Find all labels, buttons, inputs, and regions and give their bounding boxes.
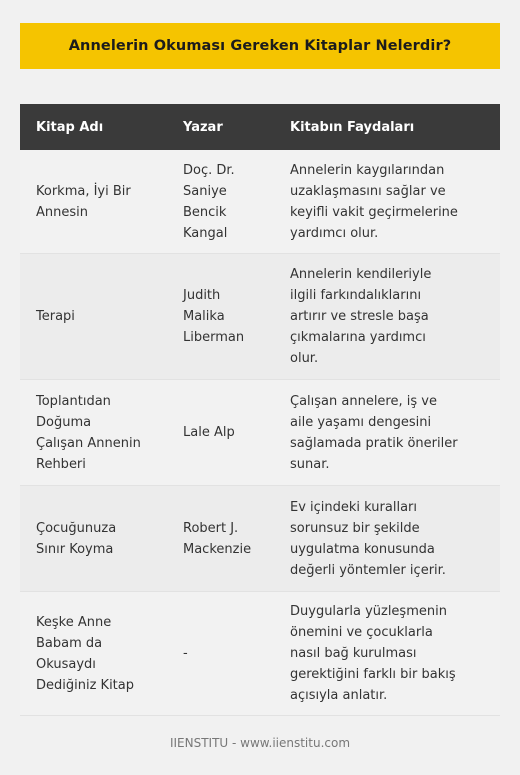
benefit-cell xyxy=(274,254,500,379)
author-cell xyxy=(167,486,274,591)
footer-text: IIENSTITU - www.iienstitu.com xyxy=(169,736,351,750)
benefit-text: Annelerin kaygılarından uzaklaşmasını sağlar ve keyifli vakit geçirmelerine yardımcı olur. xyxy=(290,162,458,241)
table-header-row xyxy=(20,104,500,150)
benefit-cell xyxy=(274,486,500,591)
header-author: Yazar xyxy=(183,119,223,135)
benefit-cell xyxy=(274,150,500,253)
table-row xyxy=(20,380,500,486)
book-name-cell xyxy=(20,380,167,485)
author-name: Robert J. Mackenzie xyxy=(183,520,252,557)
table-row xyxy=(20,254,500,380)
book-name: Terapi xyxy=(36,309,75,324)
benefit-text: Çalışan annelere, iş ve aile yaşamı dengesini sağlamada pratik öneriler sunar. xyxy=(290,393,458,472)
author-cell xyxy=(167,150,274,253)
benefit-text: Ev içindeki kuralları sorunsuz bir şekilde uygulatma konusunda değerli yöntemler içerir. xyxy=(290,499,446,578)
page-title: Annelerin Okuması Gereken Kitaplar Nelerdir? xyxy=(68,38,452,54)
books-table xyxy=(20,104,500,716)
header-benefits: Kitabın Faydaları xyxy=(290,119,415,135)
author-cell xyxy=(167,380,274,485)
book-name: Keşke Anne Babam da Okusaydı Dediğiniz Kitap xyxy=(36,614,134,693)
author-name: - xyxy=(183,646,188,661)
author-name: Doç. Dr. Saniye Bencik Kangal xyxy=(183,162,235,241)
table-row xyxy=(20,592,500,716)
book-name: Korkma, İyi Bir Annesin xyxy=(36,183,131,220)
table-row xyxy=(20,486,500,592)
book-name-cell xyxy=(20,254,167,379)
benefit-text: Annelerin kendileriyle ilgili farkındalıklarını artırır ve stresle başa çıkmalarına yardımcı olur. xyxy=(290,267,432,366)
benefit-text: Duygularla yüzleşmenin önemini ve çocuklarla nasıl bağ kurulması gerektiğini farklı bir bakış açısıyla anlatır. xyxy=(290,604,456,703)
benefit-cell xyxy=(274,380,500,485)
book-name-cell xyxy=(20,486,167,591)
author-name: Lale Alp xyxy=(183,425,235,440)
book-name-cell xyxy=(20,150,167,253)
title-banner xyxy=(20,23,500,69)
benefit-cell xyxy=(274,592,500,715)
header-book-name: Kitap Adı xyxy=(36,119,104,135)
book-name-cell xyxy=(20,592,167,715)
author-cell xyxy=(167,592,274,715)
table-row xyxy=(20,150,500,254)
author-cell xyxy=(167,254,274,379)
book-name: Çocuğunuza Sınır Koyma xyxy=(36,520,117,557)
book-name: Toplantıdan Doğuma Çalışan Annenin Rehberi xyxy=(36,393,141,472)
author-name: Judith Malika Liberman xyxy=(183,288,245,345)
